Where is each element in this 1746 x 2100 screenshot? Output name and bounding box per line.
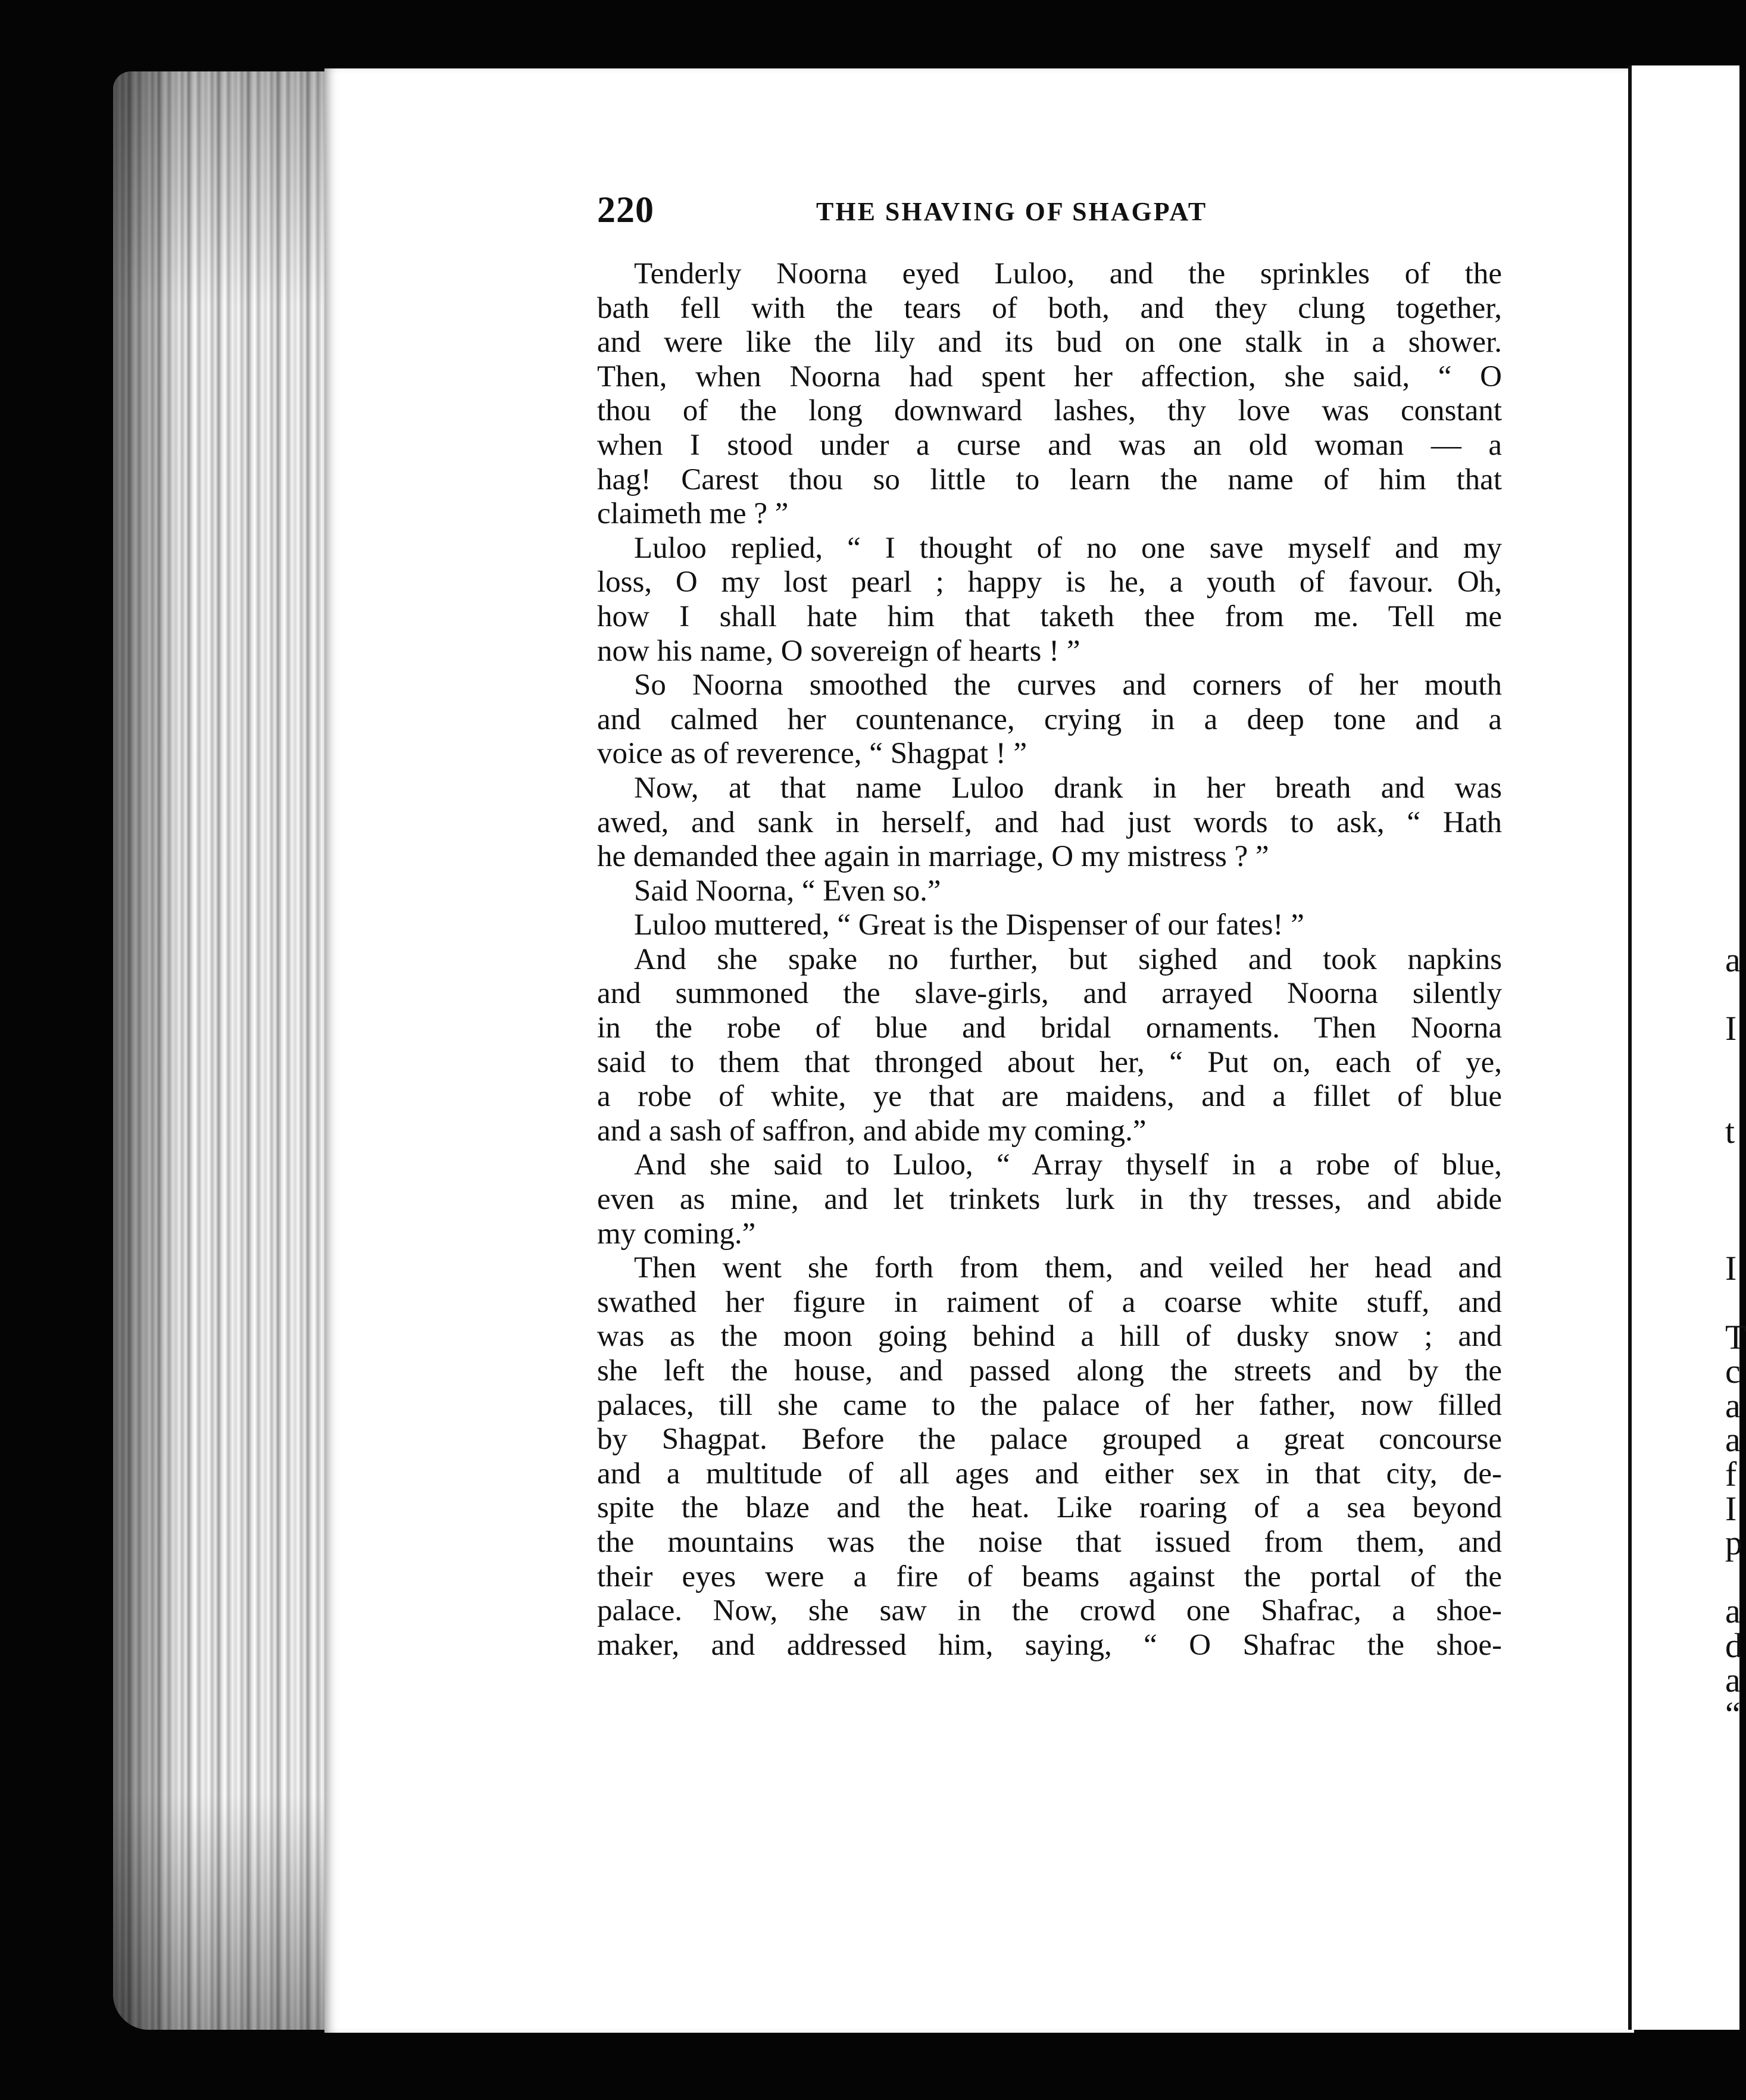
facing-page-fragment: f bbox=[1725, 1455, 1737, 1493]
body-text bbox=[597, 257, 1502, 1662]
facing-page bbox=[1628, 65, 1739, 2030]
text-line: now his name, O sovereign of hearts ! ” bbox=[597, 634, 1080, 668]
book-fore-edge bbox=[113, 71, 333, 2030]
running-title: THE SHAVING OF SHAGPAT bbox=[816, 197, 1208, 226]
text-line: hag! Carest thou so little to learn the name of him that bbox=[597, 462, 1502, 496]
text-line: how I shall hate him that taketh thee from me. Tell me bbox=[597, 599, 1502, 633]
facing-page-fragment: d bbox=[1725, 1626, 1742, 1665]
running-head bbox=[597, 189, 1502, 231]
text-line: bath fell with the tears of both, and they clung together, bbox=[597, 291, 1502, 325]
text-line: she left the house, and passed along the streets and by the bbox=[597, 1354, 1502, 1388]
text-line: and were like the lily and its bud on one stalk in a shower. bbox=[597, 326, 1502, 360]
text-line: voice as of reverence, “ Shagpat ! ” bbox=[597, 737, 1027, 771]
text-line: So Noorna smoothed the curves and corners of her mouth bbox=[634, 668, 1502, 702]
facing-page-fragment: c bbox=[1725, 1352, 1741, 1391]
facing-page-fragment: a bbox=[1725, 1660, 1741, 1699]
facing-page-fragment: a bbox=[1725, 1420, 1741, 1460]
facing-page-fragment: I bbox=[1725, 1489, 1737, 1528]
facing-page-fragment: p bbox=[1725, 1523, 1742, 1562]
text-line: when I stood under a curse and was an old woman — a bbox=[597, 428, 1502, 462]
text-line: thou of the long downward lashes, thy love was constant bbox=[597, 394, 1502, 428]
facing-page-fragment: t bbox=[1725, 1112, 1735, 1151]
text-line: and a multitude of all ages and either sex in that city, de- bbox=[597, 1457, 1502, 1490]
text-line: Said Noorna, “ Even so.” bbox=[634, 874, 941, 908]
facing-page-fragment: a bbox=[1725, 1386, 1741, 1425]
facing-page-fragment: a bbox=[1725, 1592, 1741, 1631]
text-line: spite the blaze and the heat. Like roaring of a sea beyond bbox=[597, 1491, 1502, 1525]
text-line: awed, and sank in herself, and had just words to ask, “ Hath bbox=[597, 805, 1502, 839]
text-line: their eyes were a fire of beams against the portal of the bbox=[597, 1560, 1502, 1593]
text-line: and a sash of saffron, and abide my coming.” bbox=[597, 1114, 1147, 1148]
text-line: And she spake no further, but sighed and took napkins bbox=[634, 942, 1502, 976]
text-line: Luloo replied, “ I thought of no one save myself and my bbox=[634, 531, 1502, 565]
text-line: by Shagpat. Before the palace grouped a great concourse bbox=[597, 1423, 1502, 1457]
facing-page-fragment: I bbox=[1725, 1249, 1737, 1288]
text-line: And she said to Luloo, “ Array thyself in a robe of blue, bbox=[634, 1148, 1502, 1182]
text-line: Now, at that name Luloo drank in her breath and was bbox=[634, 771, 1502, 805]
text-line: and calmed her countenance, crying in a deep tone and a bbox=[597, 702, 1502, 736]
text-line: my coming.” bbox=[597, 1217, 756, 1251]
text-line: Luloo muttered, “ Great is the Dispenser of our fates! ” bbox=[634, 908, 1304, 942]
text-line: swathed her figure in raiment of a coarse white stuff, and bbox=[597, 1285, 1502, 1319]
text-line: loss, O my lost pearl ; happy is he, a youth of favour. Oh, bbox=[597, 565, 1502, 599]
text-line: said to them that thronged about her, “ Put on, each of ye, bbox=[597, 1045, 1502, 1079]
text-line: he demanded thee again in marriage, O my mistress ? ” bbox=[597, 840, 1269, 874]
facing-page-fragment: a bbox=[1725, 940, 1741, 979]
page-number: 220 bbox=[597, 190, 654, 230]
text-line: the mountains was the noise that issued from them, and bbox=[597, 1525, 1502, 1559]
text-line: Tenderly Noorna eyed Luloo, and the sprinkles of the bbox=[634, 257, 1502, 290]
text-line: was as the moon going behind a hill of dusky snow ; and bbox=[597, 1320, 1502, 1354]
text-line: claimeth me ? ” bbox=[597, 497, 789, 531]
text-line: in the robe of blue and bridal ornaments. Then Noorna bbox=[597, 1011, 1502, 1045]
text-line: palaces, till she came to the palace of her father, now filled bbox=[597, 1388, 1502, 1422]
text-line: Then went she forth from them, and veiled her head and bbox=[634, 1251, 1502, 1285]
text-line: and summoned the slave-girls, and arrayed Noorna silently bbox=[597, 977, 1502, 1011]
text-line: even as mine, and let trinkets lurk in thy tresses, and abide bbox=[597, 1183, 1502, 1217]
text-line: palace. Now, she saw in the crowd one Shafrac, a shoe- bbox=[597, 1594, 1502, 1628]
text-line: maker, and addressed him, saying, “ O Shafrac the shoe- bbox=[597, 1628, 1502, 1662]
facing-page-fragment: “ bbox=[1725, 1695, 1741, 1734]
facing-page-fragment: T bbox=[1725, 1317, 1746, 1357]
facing-page-fragment: I bbox=[1725, 1009, 1737, 1048]
text-line: Then, when Noorna had spent her affection, she said, “ O bbox=[597, 360, 1502, 393]
text-line: a robe of white, ye that are maidens, and a fillet of blue bbox=[597, 1080, 1502, 1114]
